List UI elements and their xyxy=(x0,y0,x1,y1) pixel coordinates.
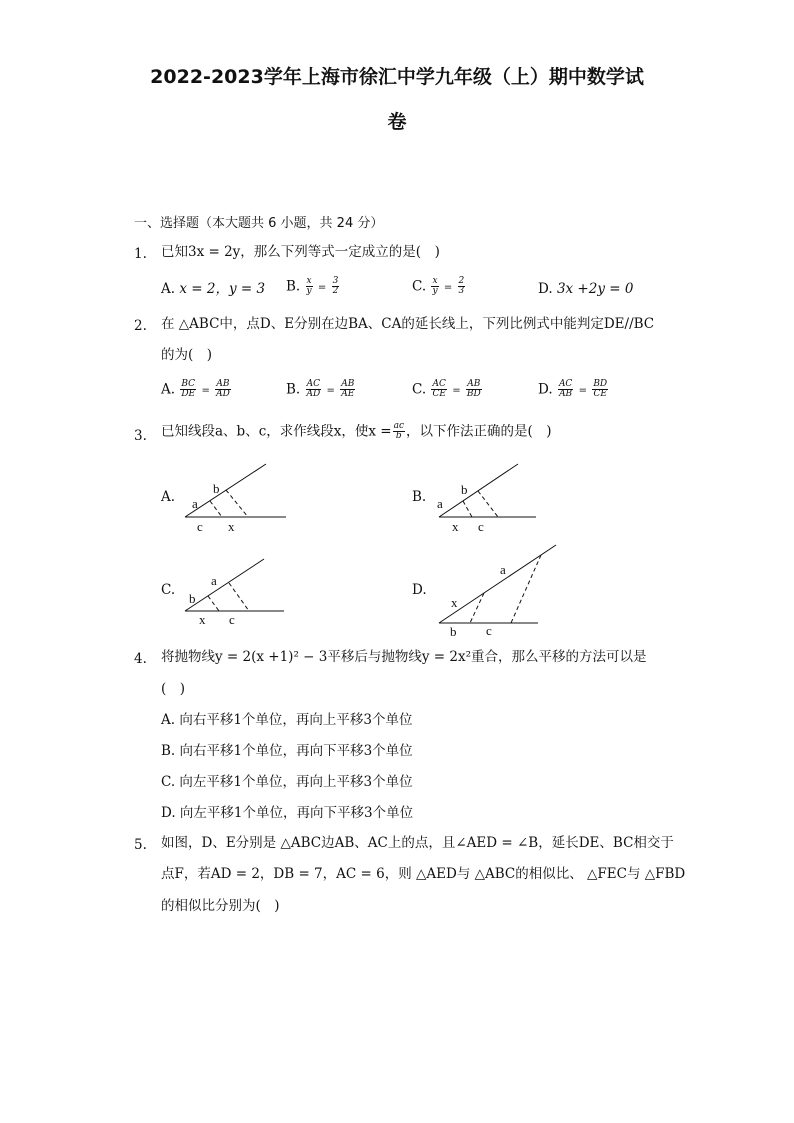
fraction: $\frac{AC}{CE}$ xyxy=(432,379,446,400)
q3-figure-a xyxy=(182,460,292,535)
section-heading: 一、选择题（本大题共 6 小题，共 24 分） xyxy=(134,216,384,231)
equals-sign: = xyxy=(443,282,453,294)
label-c: c xyxy=(197,519,203,534)
question-4-stem-line2: ( ) xyxy=(161,681,186,697)
question-1-stem: 已知3x = 2y，那么下列等式一定成立的是( ) xyxy=(161,244,440,260)
q4-option-a[interactable]: A. 向右平移1个单位，再向上平移3个单位 xyxy=(161,712,413,728)
q3-option-c-label[interactable]: C. xyxy=(161,582,176,598)
dashed-line xyxy=(463,501,472,517)
slant-line xyxy=(185,559,264,611)
q1-option-b[interactable] xyxy=(286,277,340,297)
option-label: A. xyxy=(161,281,176,297)
q2-option-b[interactable] xyxy=(286,380,356,400)
option-label: D. xyxy=(538,381,553,398)
label-b: b xyxy=(450,624,457,639)
q2-option-c[interactable] xyxy=(412,380,483,400)
q4-option-c[interactable]: C. 向左平移1个单位，再向上平移3个单位 xyxy=(161,774,413,790)
dashed-line xyxy=(478,491,498,517)
equals-sign: = xyxy=(578,385,588,397)
label-c: c xyxy=(478,519,484,534)
question-4-number: 4. xyxy=(134,651,147,667)
q2-option-a[interactable] xyxy=(161,380,232,400)
label-c: c xyxy=(486,623,492,638)
label-b: b xyxy=(189,591,196,606)
question-5-stem-line3: 的相似比分别为( ) xyxy=(161,898,280,914)
q1-option-d[interactable] xyxy=(538,283,633,297)
slant-line xyxy=(439,464,518,517)
q3-figure-d xyxy=(436,542,562,640)
q4-option-b[interactable]: B. 向右平移1个单位，再向下平移3个单位 xyxy=(161,743,413,759)
fraction: $\frac{2}{3}$ xyxy=(458,276,465,297)
label-a: a xyxy=(211,573,217,588)
fraction: $\frac{x}{y}$ xyxy=(306,276,312,297)
page-title-line2: 卷 xyxy=(387,111,407,133)
label-x: x xyxy=(228,519,235,534)
option-label: C. xyxy=(412,278,427,295)
fraction: $\frac{ac}{b}$ xyxy=(393,421,404,442)
question-3-number: 3. xyxy=(134,428,147,444)
question-5-stem-line2: 点F，若AD = 2，DB = 7，AC = 6，则 △AED与 △ABC的相似比、 △FEC与 △FBD xyxy=(161,866,686,882)
question-1-number: 1. xyxy=(134,246,147,262)
q2-option-d[interactable] xyxy=(538,380,609,400)
fraction: $\frac{3}{2}$ xyxy=(332,276,339,297)
option-label: A. xyxy=(161,381,176,398)
fraction: $\frac{AC}{AD}$ xyxy=(306,379,321,400)
fraction: $\frac{AB}{BD}$ xyxy=(466,379,481,400)
label-b: b xyxy=(461,482,468,497)
option-label: B. xyxy=(286,381,301,398)
label-a: a xyxy=(192,496,198,511)
fraction: $\frac{BC}{DE}$ xyxy=(181,379,196,400)
dashed-line xyxy=(226,490,248,517)
page-title-line1: 2022-2023学年上海市徐汇中学九年级（上）期中数学试 xyxy=(150,66,644,88)
q3-option-d-label[interactable]: D. xyxy=(412,582,427,598)
option-label: B. xyxy=(286,278,301,295)
dashed-line xyxy=(210,501,222,517)
fraction: $\frac{AB}{AD}$ xyxy=(216,379,230,400)
q1-option-a[interactable] xyxy=(161,283,265,297)
label-a: a xyxy=(437,496,443,511)
question-5-number: 5. xyxy=(134,837,147,853)
question-2-stem-line2: 的为( ) xyxy=(161,347,213,363)
label-x: x xyxy=(451,595,458,610)
equals-sign: = xyxy=(452,385,461,397)
fraction: $\frac{AC}{AB}$ xyxy=(558,379,573,400)
option-label: C. xyxy=(412,381,427,398)
dashed-line xyxy=(229,583,249,611)
equals-sign: = xyxy=(201,385,210,397)
q4-option-d[interactable]: D. 向左平移1个单位，再向下平移3个单位 xyxy=(161,805,414,821)
q1-option-c[interactable] xyxy=(412,277,466,297)
question-3-stem: 已知线段a、b、c，求作线段x，使x = $\frac{ac}{b}$ ，以下作法正确的是( ) xyxy=(161,421,552,442)
label-x: x xyxy=(199,612,206,627)
label-b: b xyxy=(213,481,220,496)
equals-sign: = xyxy=(317,282,327,294)
label-x: x xyxy=(452,519,459,534)
question-2-stem-line1: 在 △ABC中，点D、E分别在边BA、CA的延长线上，下列比例式中能判定DE//BC xyxy=(161,316,655,332)
fraction: $\frac{BD}{CE}$ xyxy=(593,379,608,400)
q3-figure-b xyxy=(436,460,546,535)
q3-option-a-label[interactable]: A. xyxy=(161,489,176,505)
label-a: a xyxy=(500,562,506,577)
option-text: 3x +2y = 0 xyxy=(556,281,634,297)
label-c: c xyxy=(229,612,235,627)
fraction: $\frac{AB}{AE}$ xyxy=(341,379,355,400)
q3-figure-c xyxy=(182,554,292,629)
option-text: x = 2，y = 3 xyxy=(179,281,266,297)
question-5-stem-line1: 如图，D、E分别是 △ABC边AB、AC上的点，且∠AED = ∠B，延长DE、BC相交于 xyxy=(161,835,674,851)
q3-option-b-label[interactable]: B. xyxy=(412,489,427,505)
option-label: D. xyxy=(538,281,553,297)
dashed-line xyxy=(208,596,219,611)
fraction: $\frac{x}{y}$ xyxy=(432,276,438,297)
question-4-stem-line1: 将抛物线y = 2(x +1)² − 3平移后与抛物线y = 2x²重合，那么平移的方法可以是 xyxy=(161,649,647,665)
equals-sign: = xyxy=(326,385,335,397)
slant-line xyxy=(439,545,556,623)
question-2-number: 2. xyxy=(134,318,147,334)
